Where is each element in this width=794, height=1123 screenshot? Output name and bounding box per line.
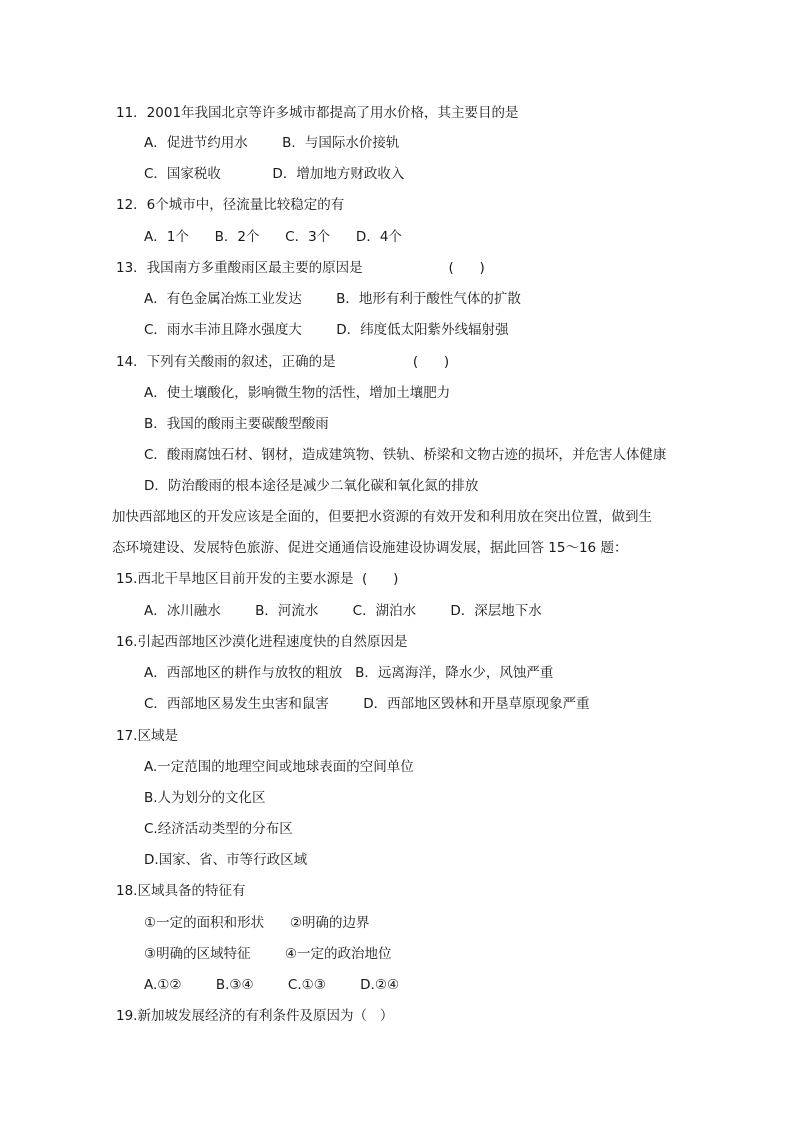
q12-stem: 12．6个城市中，径流量比较稳定的有 [116, 197, 345, 213]
q14-option-d: D．防治酸雨的根本途径是减少二氧化碳和氧化氮的排放 [144, 478, 479, 494]
q16-stem: 16.引起西部地区沙漠化进程速度快的自然原因是 [116, 634, 408, 650]
q13-options-cd: C．雨水丰沛且降水强度大 D．纬度低太阳紫外线辐射强 [144, 322, 509, 338]
q18-items-34: ③明确的区域特征 ④一定的政治地位 [144, 946, 392, 962]
q11-stem: 11．2001年我国北京等许多城市都提高了用水价格，其主要目的是 [116, 105, 519, 121]
passage-line-1: 加快西部地区的开发应该是全面的，但要把水资源的有效开发和利用放在突出位置，做到生 [112, 509, 652, 525]
q16-options-ab: A．西部地区的耕作与放牧的粗放 B．远离海洋，降水少，风蚀严重 [144, 665, 554, 681]
q11-options-cd: C．国家税收 D．增加地方财政收入 [144, 166, 405, 182]
passage-line-2: 态环境建设、发展特色旅游、促进交通通信设施建设协调发展，据此回答 15～16 题： [112, 540, 628, 556]
q18-stem: 18.区域具备的特征有 [116, 883, 246, 899]
q13-stem: 13．我国南方多重酸雨区最主要的原因是 ( ) [116, 260, 485, 276]
q12-options: A．1个 B．2个 C．3个 D．4个 [144, 229, 402, 245]
q17-option-a: A.一定范围的地理空间或地球表面的空间单位 [144, 759, 414, 775]
q14-option-b: B．我国的酸雨主要碳酸型酸雨 [144, 416, 329, 432]
q15-options: A．冰川融水 B．河流水 C．湖泊水 D．深层地下水 [144, 603, 542, 619]
q18-items-12: ①一定的面积和形状 ②明确的边界 [144, 915, 370, 931]
q14-option-c: C．酸雨腐蚀石材、钢材，造成建筑物、铁轨、桥梁和文物古迹的损坏，并危害人体健康 [144, 447, 667, 463]
q13-options-ab: A．有色金属冶炼工业发达 B．地形有利于酸性气体的扩散 [144, 291, 521, 307]
q17-stem: 17.区域是 [116, 728, 178, 744]
q17-option-d: D.国家、省、市等行政区域 [144, 852, 308, 868]
q19-stem: 19.新加坡发展经济的有利条件及原因为（ ） [116, 1008, 394, 1024]
q17-option-c: C.经济活动类型的分布区 [144, 821, 293, 837]
q18-options: A.①② B.③④ C.①③ D.②④ [144, 977, 400, 993]
q14-stem: 14．下列有关酸雨的叙述，正确的是 ( ) [116, 354, 450, 370]
q17-option-b: B.人为划分的文化区 [144, 790, 266, 806]
q11-options-ab: A．促进节约用水 B．与国际水价接轨 [144, 135, 400, 151]
q14-option-a: A．使土壤酸化，影响微生物的活性，增加土壤肥力 [144, 385, 451, 401]
q16-options-cd: C．西部地区易发生虫害和鼠害 D．西部地区毁林和开垦草原现象严重 [144, 696, 590, 712]
q15-stem: 15.西北干旱地区目前开发的主要水源是 ( ) [116, 571, 399, 587]
